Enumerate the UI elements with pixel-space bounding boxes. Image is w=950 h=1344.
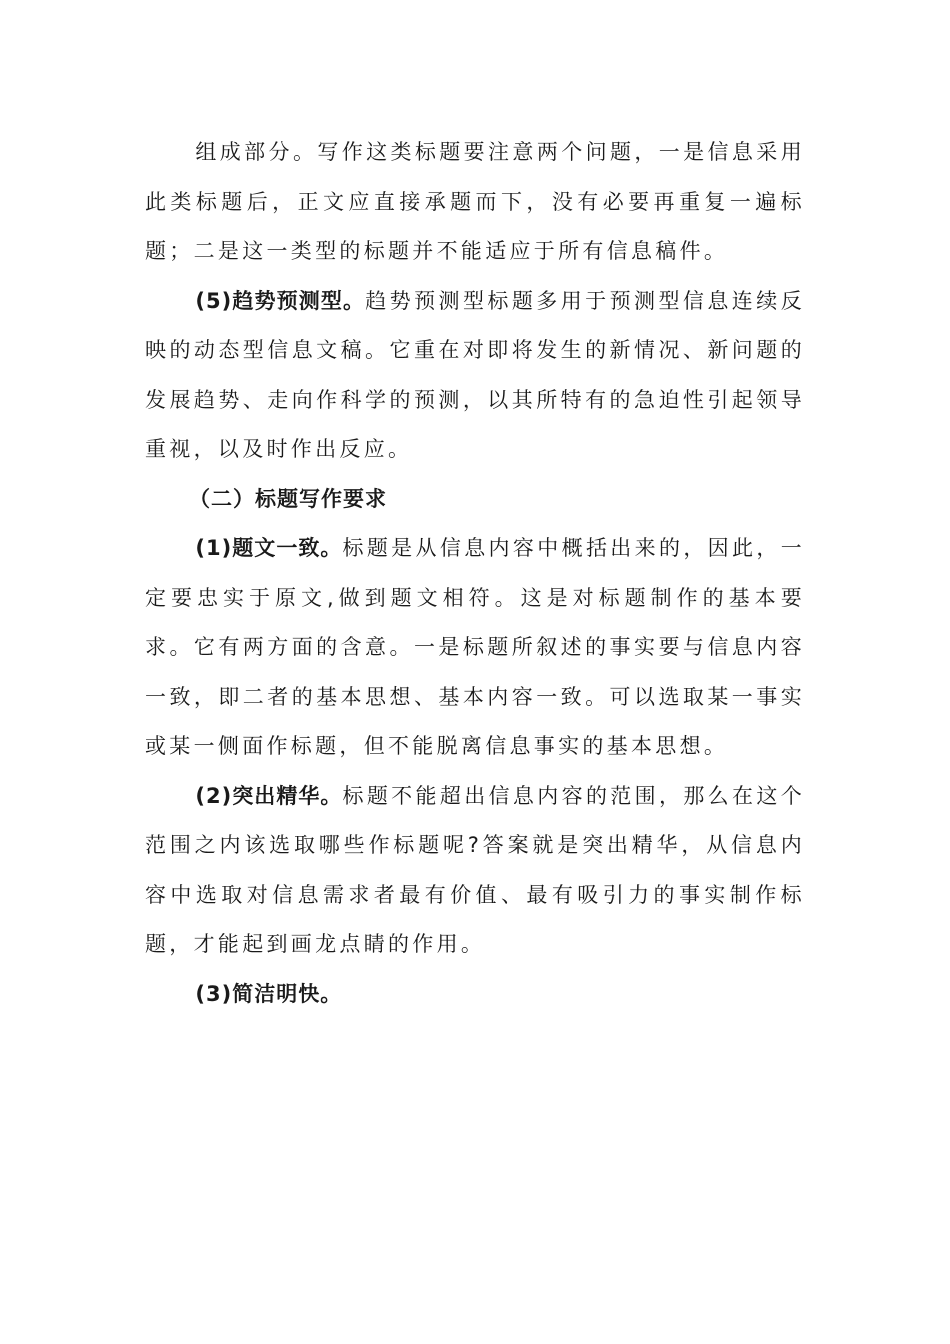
section-heading-title-requirements: （二）标题写作要求 bbox=[189, 486, 387, 511]
paragraph-highlight-essence bbox=[145, 772, 805, 970]
paragraph-lead-highlight-essence: (2)突出精华。 bbox=[195, 783, 343, 808]
paragraph-lead-title-text-consistency: (1)题文一致。 bbox=[195, 536, 343, 560]
paragraph-lead-concise: (3)简洁明快。 bbox=[195, 981, 343, 1006]
page-content bbox=[145, 128, 805, 1019]
paragraph-body-highlight-essence: 标题不能超出信息内容的范围，那么在这个范围之内该选取哪些作标题呢?答案就是突出精华，从信息内容中选取对信息需求者最有价值、最有吸引力的事实制作标题，才能起到画龙点睛的作用。 bbox=[145, 783, 806, 956]
paragraph-continued: 组成部分。写作这类标题要注意两个问题，一是信息采用此类标题后，正文应直接承题而下，没有必要再重复一遍标题；二是这一类型的标题并不能适应于所有信息稿件。 bbox=[145, 140, 805, 263]
paragraph-trend-forecast bbox=[145, 277, 805, 475]
paragraph-lead-trend-forecast: (5)趋势预测型。 bbox=[195, 288, 366, 313]
paragraph-body-trend-forecast: 趋势预测型标题多用于预测型信息连续反映的动态型信息文稿。它重在对即将发生的新情况、新问题的发展趋势、走向作科学的预测，以其所特有的急迫性引起领导重视，以及时作出反应。 bbox=[145, 288, 805, 461]
paragraph-title-text-consistency bbox=[145, 524, 805, 772]
paragraph-body-title-text-consistency: 标题是从信息内容中概括出来的，因此，一定要忠实于原文,做到题文相符。这是对标题制作的基本要求。它有两方面的含意。一是标题所叙述的事实要与信息内容一致，即二者的基本思想、基本内容一致。可以选取某一事实或某一侧面作标题，但不能脱离信息事实的基本思想。 bbox=[145, 536, 806, 758]
paragraph-concise bbox=[145, 970, 805, 1020]
